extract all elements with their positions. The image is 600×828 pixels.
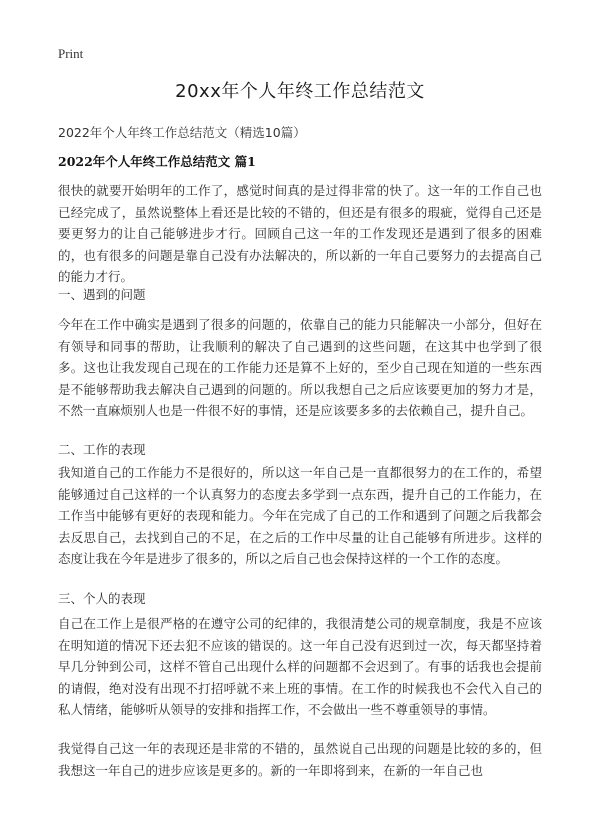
paragraph-performance: 我知道自己的工作能力不是很好的，所以这一年自己是一直都很努力的在工作的，希望能够通过自己这样的一个认真努力的态度去多学到一点东西，提升自己的工作能力，在工作当中能够有更好的表现和能力。今年在完成了自己的工作和遇到了问题之后我都会去反思自己，去找到自己的不足，在之后的工作中尽量的让自己能够有所进步。这样的态度让我在今年是进步了很多的，所以之后自己也会保持这样的一个工作的态度。: [58, 465, 542, 567]
print-link[interactable]: Print: [58, 46, 84, 61]
section-heading-problems: 一、遇到的问题: [58, 287, 146, 302]
paragraph-problems: 今年在工作中确实是遇到了很多的问题的，依靠自己的能力只能解决一小部分，但好在有领导和同事的帮助，让我顺利的解决了自己遇到的这些问题，在这其中也学到了很多。这也让我发现自己现在的工作能力还是算不上好的，至少自己现在知道的一些东西是不能够帮助我去解决自己遇到的问题的。所以我想自己之后应该要更加的努力才是，不然一直麻烦别人也是一件很不好的事情，还是应该要多多的去依赖自己，提升自己。: [58, 317, 542, 419]
document-title: 20xx年个人年终工作总结范文: [175, 81, 425, 102]
paragraph-personal: 自己在工作上是很严格的在遵守公司的纪律的，我很清楚公司的规章制度，我是不应该在明知道的情况下还去犯不应该的错误的。这一年自己没有迟到过一次，每天都坚持着早几分钟到公司，这样不管自己出现什么样的问题都不会迟到了。有事的话我也会提前的请假，绝对没有出现不打招呼就不来上班的事情。在工作的时候我也不会代入自己的私人情绪，能够听从领导的安排和指挥工作，不会做出一些不尊重领导的事情。: [58, 616, 542, 718]
paragraph-intro: 很快的就要开始明年的工作了，感觉时间真的是过得非常的快了。这一年的工作自己也已经完成了，虽然说整体上看还是比较的不错的，但还是有很多的瑕疵，觉得自己还是要更努力的让自己能够进步才行。回顾自己这一年的工作发现还是遇到了很多的困难的，也有很多的问题是靠自己没有办法解决的，所以新的一年自己要努力的去提高自己的能力才行。: [58, 183, 542, 285]
paragraph-summary: 我觉得自己这一年的表现还是非常的不错的，虽然说自己出现的问题是比较的多的，但我想这一年自己的进步应该是更多的。新的一年即将到来，在新的一年自己也: [58, 741, 542, 778]
section-heading-personal: 三、个人的表现: [58, 591, 146, 606]
document-subtitle: 2022年个人年终工作总结范文（精选10篇）: [58, 125, 306, 140]
section-heading-performance: 二、工作的表现: [58, 442, 146, 457]
article-heading: 2022年个人年终工作总结范文 篇1: [58, 154, 256, 169]
